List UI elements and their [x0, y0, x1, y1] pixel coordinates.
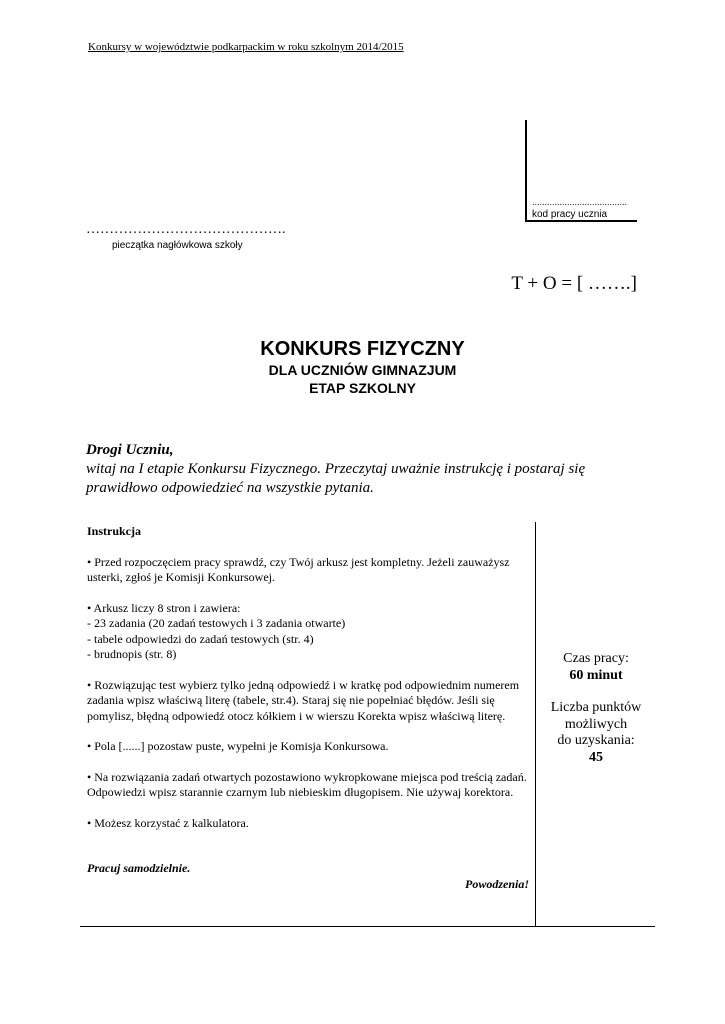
instruction-subitem: - brudnopis (str. 8) — [87, 647, 177, 661]
school-stamp-label: pieczątka nagłówkowa szkoły — [112, 240, 243, 251]
instruction-item: • Arkusz liczy 8 stron i zawiera: — [87, 600, 241, 615]
time-label: Czas pracy: — [563, 651, 629, 666]
points-value: 45 — [589, 749, 603, 765]
greeting — [86, 441, 586, 498]
time-value: 60 minut — [569, 667, 623, 683]
instructions-heading: Instrukcja — [87, 524, 142, 538]
points-label-1: Liczba punktów — [550, 700, 642, 715]
closing-note: Pracuj samodzielnie. — [87, 861, 191, 875]
stage-label: ETAP SZKOLNY — [309, 380, 416, 396]
title-block — [0, 337, 725, 397]
instruction-item: • Możesz korzystać z kalkulatora. — [87, 815, 249, 830]
greeting-text: witaj na I etapie Konkursu Fizycznego. Przeczytaj uważnie instrukcję i postaraj się prawidłowo odpowiedzieć na wszystkie pytania. — [86, 461, 586, 496]
instruction-subitem: - 23 zadania (20 zadań testowych i 3 zadania otwarte) — [87, 616, 346, 630]
page-subtitle: DLA UCZNIÓW GIMNAZJUM — [268, 362, 457, 378]
greeting-salutation: Drogi Uczniu, — [86, 442, 174, 458]
instruction-item: • Przed rozpoczęciem pracy sprawdź, czy Twój arkusz jest kompletny. Jeżeli zauważysz usterki, zgłoś je Komisji Konkursowej. — [87, 554, 510, 584]
header-note: Konkursy w województwie podkarpackim w roku szkolnym 2014/2015 — [88, 41, 404, 53]
instruction-item: • Rozwiązując test wybierz tylko jedną odpowiedź i w kratkę pod odpowiednim numerem zadania wpisz właściwą literę (tabele, str.4). Staraj się nie popełniać błędów. Jeśli się pomylisz, błędną odpowiedź otocz kółkiem i w wierszu Korekta wpisz właściwą literę. — [87, 677, 520, 723]
instruction-subitem: - tabele odpowiedzi do zadań testowych (str. 4) — [87, 631, 314, 646]
points-label-2: możliwych — [564, 716, 628, 732]
bottom-divider — [80, 926, 655, 927]
instruction-item: • Pola [......] pozostaw puste, wypełni je Komisja Konkursowa. — [87, 739, 389, 753]
page-title: KONKURS FIZYCZNY — [260, 338, 465, 360]
good-luck: Powodzenia! — [464, 876, 529, 891]
school-stamp-dots: ……………………………………. — [86, 222, 286, 237]
instructions — [87, 524, 533, 892]
points-label-3: do uzyskania: — [557, 733, 635, 748]
student-code-dots: ...................................... — [532, 197, 628, 207]
exam-info — [537, 651, 655, 766]
student-code-label: kod pracy ucznia — [532, 209, 608, 220]
score-field: T + O = [ …….] — [511, 273, 637, 294]
instruction-item: • Na rozwiązania zadań otwartych pozostawiono wykropkowane miejsca pod treścią zadań. Odpowiedzi wpisz starannie czarnym lub niebieskim długopisem. Nie używaj korektora. — [87, 769, 527, 799]
